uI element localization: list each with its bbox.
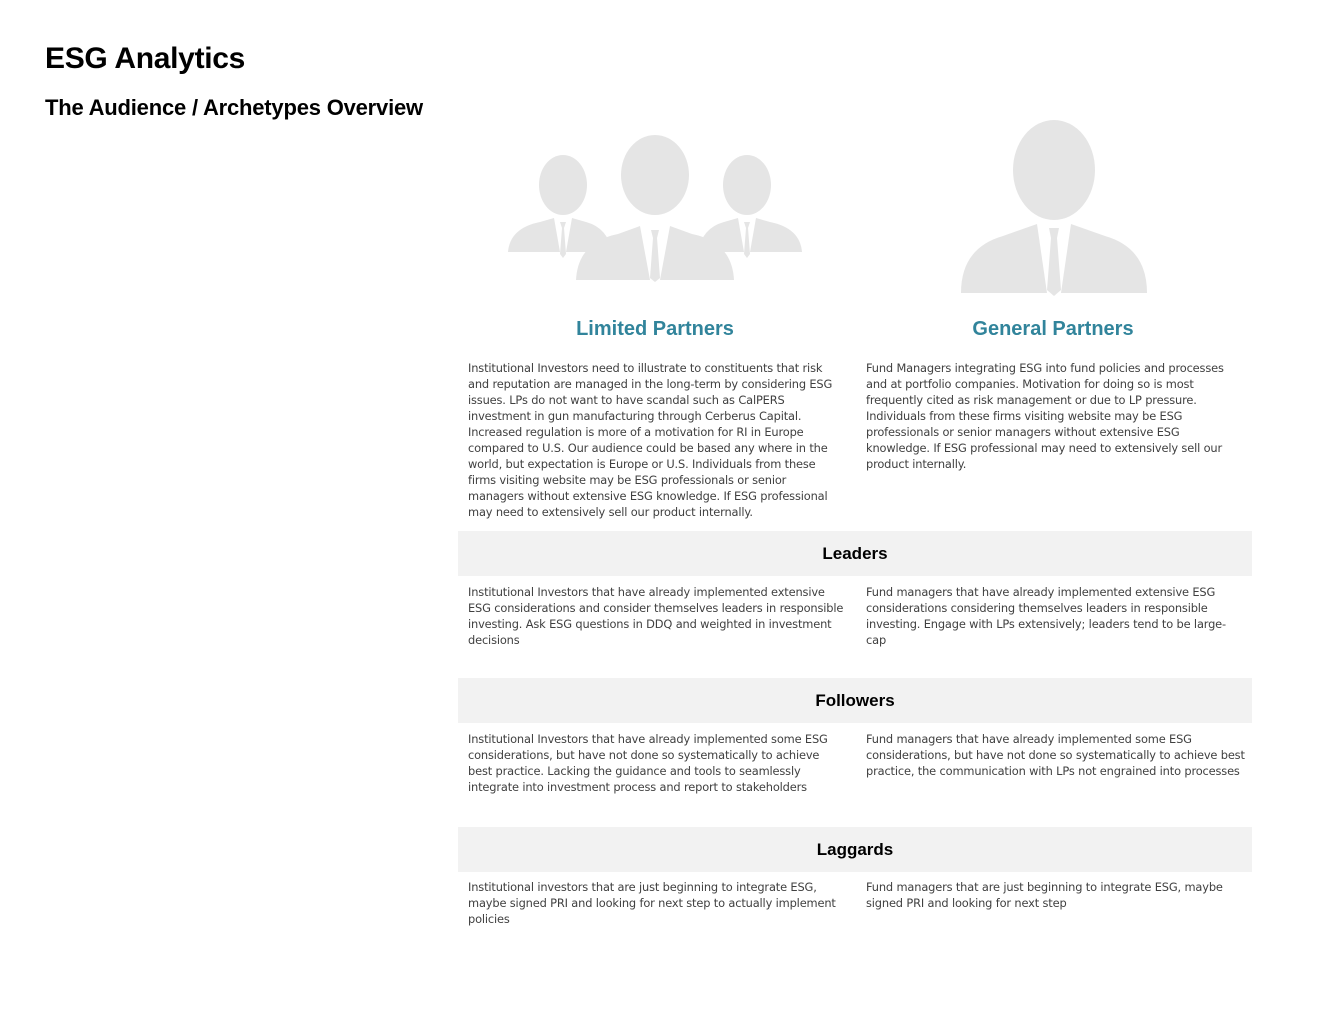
- general-partners-description: Fund Managers integrating ESG into fund policies and processes and at portfolio companies. Motivation for doing so is most frequently cited as risk management or due to LP pressure. Individuals from these firms visiting website may be ESG professionals or senior managers without extensive ESG knowledge. If ESG professional may need to extensively sell our product internally.: [866, 361, 1224, 471]
- segment-label: Followers: [815, 690, 895, 710]
- segment-band-leaders: [458, 531, 1252, 576]
- segment-band-laggards: [458, 827, 1252, 872]
- document-title: ESG Analytics: [45, 42, 246, 75]
- document-subtitle: The Audience / Archetypes Overview: [45, 95, 423, 120]
- leaders-lp-text: Institutional Investors that have already implemented extensive ESG considerations and consider themselves leaders in responsible investing. Ask ESG questions in DDQ and weighted in investment decisions: [468, 585, 844, 647]
- followers-lp-text: Institutional Investors that have already implemented some ESG considerations, but have not done so systematically to achieve best practice. Lacking the guidance and tools to seamlessly integrate into investment process and report to stakeholders: [468, 732, 828, 794]
- segment-label: Laggards: [816, 839, 894, 859]
- limited-partners-description: Institutional Investors need to illustrate to constituents that risk and reputation are managed in the long-term by considering ESG issues. LPs do not want to have scandal such as CalPERS investment in gun manufacturing through Cerberus Capital. Increased regulation is more of a motivation for RI in Europe compared to U.S. Our audience could be based any where in the world, but expectation is Europe or U.S. Individuals from these firms visiting website may be ESG professionals or senior managers without extensive ESG knowledge. If ESG professional may need to extensively sell our product internally.: [468, 361, 833, 519]
- followers-gp-text: Fund managers that have already implemented some ESG considerations, but have not done so systematically to achieve best practice, the communication with LPs not engrained into processes: [866, 732, 1245, 778]
- limited-partners-heading: Limited Partners: [576, 318, 734, 340]
- person-icon: [955, 118, 1153, 298]
- laggards-lp-text: Institutional investors that are just beginning to integrate ESG, maybe signed PRI and looking for next step to actually implement policies: [468, 880, 836, 926]
- segment-band-followers: [458, 678, 1252, 723]
- group-of-people-icon: [500, 130, 810, 285]
- general-partners-heading: General Partners: [972, 318, 1134, 340]
- leaders-gp-text: Fund managers that have already implemented extensive ESG considerations considering themselves leaders in responsible investing. Engage with LPs extensively; leaders tend to be large-cap: [866, 585, 1227, 647]
- segment-label: Leaders: [822, 543, 888, 563]
- laggards-gp-text: Fund managers that are just beginning to integrate ESG, maybe signed PRI and looking for next step: [866, 880, 1223, 910]
